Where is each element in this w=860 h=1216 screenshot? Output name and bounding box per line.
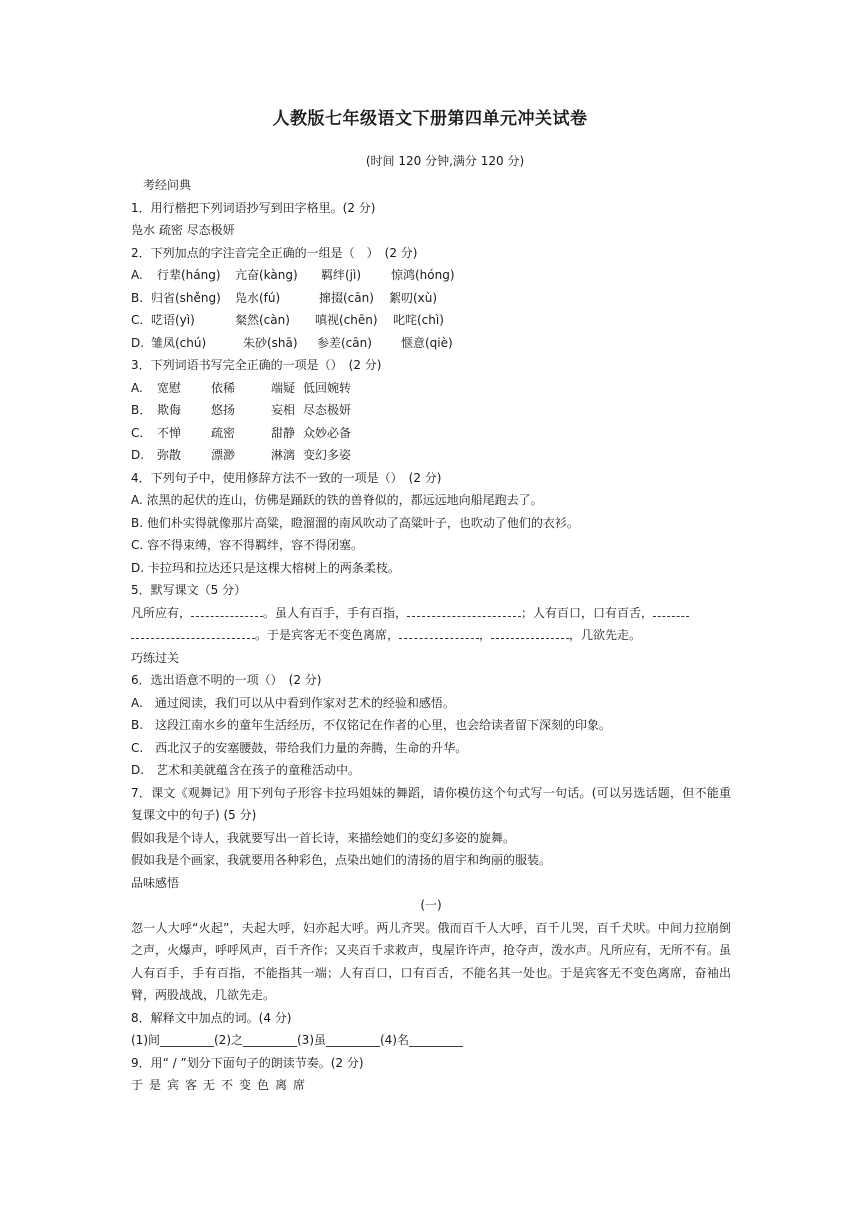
question-3-option-b: B． 欺侮 悠扬 妄相 尽态极妍 — [131, 403, 352, 417]
answer-blank[interactable] — [653, 605, 689, 617]
question-1-words: 凫水 疏密 尽态极妍 — [131, 223, 235, 237]
question-5-text-line-2: 。于是宾客无不变色离席， ， ，几欲先走。 — [131, 624, 731, 647]
exam-time-info: (时间 120 分钟,满分 120 分) — [365, 154, 525, 168]
question-4-option-b: B. 他们朴实得就像那片高粱，瞪溜溜的南风吹动了高粱叶子，也吹动了他们的衣衫。 — [131, 515, 579, 530]
question-7: 7．课文《观舞记》用下列句子形容卡拉玛姐妹的舞蹈，请你模仿这个句式写一句话。(可以另选话题，但不能重复课文中的句子) (5 分) — [131, 785, 731, 822]
question-3-option-d: D. 弥散 漂渺 淋漓 变幻多姿 — [131, 448, 352, 462]
question-4-option-c: C. 容不得束缚，容不得羁绊，容不得闭塞。 — [131, 538, 364, 552]
question-2-option-b: B. 归省(shěng) 凫水(fú) 撺掇(cān) 絮叨(xù) — [131, 290, 438, 305]
question-9: 9．用“ / ”划分下面句子的朗读节奏。(2 分) — [131, 1055, 364, 1070]
question-2: 2．下列加点的字注音完全正确的一组是（ ） (2 分) — [131, 245, 418, 260]
passage-text: 忽一人大呼“火起”，夫起大呼，妇亦起大呼。两儿齐哭。俄而百千人大呼，百千儿哭，百千犬吠。中间力拉崩倒之声，火爆声，呼呼风声，百千齐作；又夹百千求救声，曳屋许许声，抢夺声，泼水声。凡所应有，无所不有。虽人有百手，手有百指，不能指其一端；人有百口，口有百舌，不能名其一处也。于是宾客无不变色离席，奋袖出臂，两股战战，几欲先走。 — [131, 920, 732, 1002]
question-3-option-a: A. 宽慰 依稀 端疑 低回婉转 — [131, 380, 352, 395]
question-2-option-c: C. 呓语(yì) 粲然(càn) 嗔视(chēn) 叱咤(chì) — [131, 313, 444, 327]
question-6: 6．选出语意不明的一项（） (2 分) — [131, 673, 322, 687]
question-6-option-b: B. 这段江南水乡的童年生活经历，不仅铭记在作者的心里，也会给读者留下深刻的印象。 — [131, 718, 612, 732]
question-4-option-d: D. 卡拉玛和拉达还只是这棵大榕树上的两条柔枝。 — [131, 560, 400, 575]
section-heading: 巧练过关 — [131, 650, 180, 665]
question-5-text-line-1: 凡所应有， 。虽人有百手，手有百指， ；人有百口，口有百舌， — [131, 602, 731, 625]
page-title: 人教版七年级语文下册第四单元冲关试卷 — [272, 109, 588, 129]
answer-blank[interactable] — [399, 627, 479, 639]
question-1: 1．用行楷把下列词语抄写到田字格里。(2 分) — [131, 200, 376, 215]
question-6-option-d: D. 艺术和美就蕴含在孩子的童稚活动中。 — [131, 763, 361, 777]
question-3: 3．下列词语书写完全正确的一项是（） (2 分) — [131, 358, 382, 372]
question-8: 8．解释文中加点的词。(4 分) — [131, 1010, 292, 1025]
question-9-sentence[interactable]: 于是宾客无不变色离席 — [131, 1078, 312, 1092]
question-6-option-a: A. 通过阅读，我们可以从中看到作家对艺术的经验和感悟。 — [131, 695, 455, 710]
question-8-answer-blanks[interactable]: (1)间_________(2)之_________(3)虽_________(4)名_________ — [131, 1033, 463, 1047]
question-7-example-2: 假如我是个画家，我就要用各种彩色，点染出她们的清扬的眉宇和绚丽的服装。 — [131, 853, 552, 867]
question-3-option-c: C. 不惮 疏密 甜静 众妙必备 — [131, 425, 352, 440]
question-4: 4．下列句子中，使用修辞方法不一致的一项是（） (2 分) — [131, 470, 442, 485]
passage-heading: (一) — [420, 898, 442, 912]
question-4-option-a: A. 浓黑的起伏的连山，仿佛是踊跃的铁的兽脊似的，都远远地向船尾跑去了。 — [131, 493, 543, 507]
question-2-option-a: A. 行辈(háng) 亢奋(kàng) 羁绊(jì) 惊鸿(hóng) — [131, 268, 455, 282]
answer-blank[interactable] — [407, 605, 521, 617]
question-7-example-1: 假如我是个诗人，我就要写出一首长诗，来描绘她们的变幻多姿的旋舞。 — [131, 830, 516, 845]
answer-blank[interactable] — [491, 627, 569, 639]
question-5: 5．默写课文（5 分） — [131, 583, 247, 597]
section-heading: 品味感悟 — [131, 875, 180, 890]
section-heading: 考经问典 — [143, 178, 192, 192]
question-6-option-c: C. 西北汉子的安塞腰鼓，带给我们力量的奔腾，生命的升华。 — [131, 740, 468, 755]
answer-blank[interactable] — [191, 605, 263, 617]
exam-content — [131, 174, 731, 1097]
question-2-option-d: D. 雏凤(chú) 朱砂(shā) 参差(cān) 惬意(qiè) — [131, 335, 453, 350]
answer-blank[interactable] — [131, 627, 255, 639]
